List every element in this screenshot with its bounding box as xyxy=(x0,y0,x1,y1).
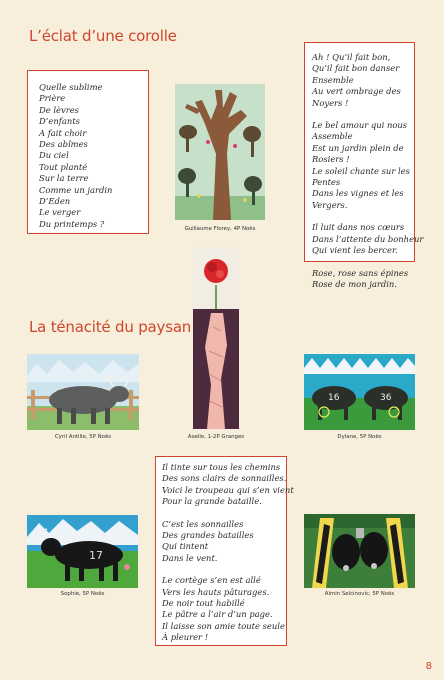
poem-line: Rose, rose sans épines xyxy=(312,267,409,278)
poem-line: Le bel amour qui nous xyxy=(312,120,408,131)
poem-line: Comme un jardin xyxy=(39,184,113,195)
section-title-eclat: L’éclat d’une corolle xyxy=(29,27,177,45)
stanza-gap xyxy=(162,564,286,575)
poem-eclat-corolle xyxy=(27,70,149,234)
stanza-gap xyxy=(312,257,414,268)
poem-line: D’Eden xyxy=(39,196,71,207)
cow-number: 17 xyxy=(89,549,103,562)
poem-line: Dans les vignes et les xyxy=(312,188,404,199)
poem-line: Des grandes batailles xyxy=(162,530,254,541)
poem-line: Assemble xyxy=(312,131,353,142)
poem-line: Pour la grande bataille. xyxy=(162,496,262,507)
poem-ah-quil-fait-bon xyxy=(304,42,424,289)
poem-line: Qui vient les bercer. xyxy=(312,245,398,256)
caption-black-cow: Sophie, 5P Noës xyxy=(60,591,105,597)
poem-line: Vers les hauts pâturages. xyxy=(162,586,270,597)
black-cow-drawing xyxy=(27,515,138,588)
poem-line: D’enfants xyxy=(39,116,80,127)
poem-line: Il laisse son amie toute seule xyxy=(162,620,285,631)
caption-cows-right: Dylane, 5P Noës xyxy=(337,434,382,440)
poem-line: Le verger xyxy=(39,207,81,218)
poem-line: Vergers. xyxy=(312,199,348,210)
poem-line: Prière xyxy=(39,93,66,104)
poem-line: Du printemps ? xyxy=(39,218,105,229)
tree-drawing xyxy=(175,84,265,220)
poem-line: De lèvres xyxy=(39,104,79,115)
poem-line: Des sons clairs de sonnailles. xyxy=(162,473,287,484)
poem-line: Il luit dans nos cœurs xyxy=(312,222,405,233)
cow-number-right: 36 xyxy=(380,393,392,403)
cows-drawing-right xyxy=(304,354,415,430)
page-number: 8 xyxy=(425,661,432,672)
caption-rose: Axelle, 1-2P Granges xyxy=(187,434,245,440)
poem-line: Est un jardin plein de xyxy=(312,142,404,153)
caption-cow-left: Cyril Antille, 5P Noës xyxy=(54,434,112,440)
poem-line: Au vert ombrage des xyxy=(312,86,401,97)
stanza-gap xyxy=(312,211,414,222)
caption-tree: Guillaume Florey, 4P Noës xyxy=(184,226,256,232)
poem-line: De noir tout habillé xyxy=(162,598,245,609)
poem-line: Du ciel xyxy=(39,150,69,161)
section-title-tenacite: La ténacité du paysan xyxy=(29,318,192,336)
poem-line: Il tinte sur tous les chemins xyxy=(162,462,281,472)
poem-line: Ensemble xyxy=(312,74,354,85)
rose-drawing xyxy=(193,247,239,429)
poem-line: À pleurer ! xyxy=(162,632,209,643)
cowbells-drawing xyxy=(304,514,415,588)
poem-sonnailles xyxy=(155,456,294,646)
poem-line: Rose de mon jardin. xyxy=(312,278,397,289)
poem-line: Dans l’attente du bonheur xyxy=(312,233,424,244)
caption-bells: Almin Selcinovic, 5P Noës xyxy=(324,591,395,597)
poem-line: Pentes xyxy=(312,177,341,188)
poem-line: Sur la terre xyxy=(39,173,89,184)
poem-line: C’est les sonnailles xyxy=(162,518,244,529)
poem-line: Le pâtre a l’air d’un page. xyxy=(162,609,273,620)
poem-line: Noyers ! xyxy=(312,97,349,108)
poem-line: Voici le troupeau qui s’en vient xyxy=(162,484,294,495)
poem-line: Rosiers ! xyxy=(312,154,350,165)
poem-line: Qu’il fait bon danser xyxy=(312,63,400,74)
cow-drawing-left xyxy=(27,354,139,430)
poem-line: Dans le vent. xyxy=(162,552,218,563)
poem-line: Tout planté xyxy=(39,161,88,172)
poem-line: Le cortège s’en est allé xyxy=(162,575,261,586)
cow-number-left: 16 xyxy=(328,393,340,403)
stanza-gap xyxy=(312,109,414,120)
poem-line: Quelle sublime xyxy=(39,82,103,92)
poem-line: Ah ! Qu’il fait bon, xyxy=(312,52,391,62)
poem-line: Qui tintent xyxy=(162,541,209,552)
stanza-gap xyxy=(162,508,286,519)
poem-line: Des abîmes xyxy=(39,139,88,150)
poem-line: A fait choir xyxy=(39,127,87,138)
poem-line: Le soleil chante sur les xyxy=(312,165,410,176)
